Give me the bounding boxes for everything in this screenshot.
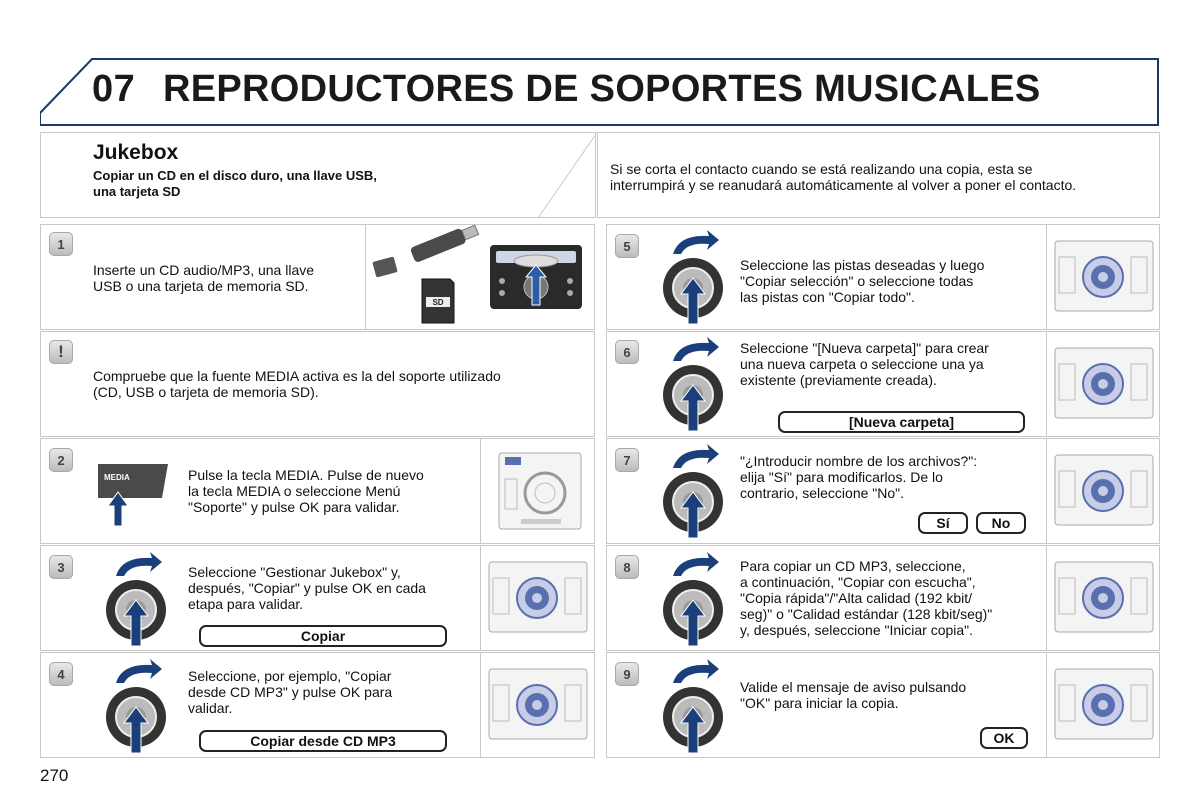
step-2-text: Pulse la tecla MEDIA. Pulse de nuevo la tecla MEDIA o seleccione Menú "Soporte" y pulse OK para validar. xyxy=(188,467,424,515)
step-7-knob-icon xyxy=(657,438,727,547)
step-4-knob-icon xyxy=(100,653,170,762)
nueva-carpeta-button[interactable]: [Nueva carpeta] xyxy=(778,411,1025,433)
section-subheading: Copiar un CD en el disco duro, una llave USB, una tarjeta SD xyxy=(93,168,377,199)
page-title: REPRODUCTORES DE SOPORTES MUSICALES xyxy=(163,68,1041,110)
step-8-badge: 8 xyxy=(615,555,639,579)
step-6-knob-icon xyxy=(657,331,727,440)
step-7-panel-image xyxy=(1046,439,1160,543)
step-6-badge: 6 xyxy=(615,340,639,364)
media-key-label: MEDIA xyxy=(104,473,130,482)
si-button[interactable]: Sí xyxy=(918,512,968,534)
page-number: 270 xyxy=(40,766,69,785)
step-6-text: Seleccione "[Nueva carpeta]" para crear una nueva carpeta o seleccione una ya existente (previamente creada). xyxy=(740,340,989,388)
section-heading: Jukebox xyxy=(93,141,179,164)
step-5-text: Seleccione las pistas deseadas y luego "Copiar selección" o seleccione todas las pistas con "Copiar todo". xyxy=(740,257,985,305)
warning-text: Compruebe que la fuente MEDIA activa es la del soporte utilizado (CD, USB o tarjeta de memoria SD). xyxy=(93,368,501,400)
sd-card-icon xyxy=(422,279,454,323)
step-4-panel-image xyxy=(480,653,595,757)
chapter-number: 07 xyxy=(92,68,136,110)
step-7-badge: 7 xyxy=(615,448,639,472)
copiar-desde-cd-mp3-button[interactable]: Copiar desde CD MP3 xyxy=(199,730,447,752)
ok-button[interactable]: OK xyxy=(980,727,1028,749)
step-4-badge: 4 xyxy=(49,662,73,686)
step-3-badge: 3 xyxy=(49,555,73,579)
no-button[interactable]: No xyxy=(976,512,1026,534)
copiar-button[interactable]: Copiar xyxy=(199,625,447,647)
warning-badge: ! xyxy=(49,340,73,364)
step-4-text: Seleccione, por ejemplo, "Copiar desde CD MP3" y pulse OK para validar. xyxy=(188,668,393,716)
step-1-badge: 1 xyxy=(49,232,73,256)
media-key-icon xyxy=(94,460,174,530)
step-5-panel-image xyxy=(1046,225,1160,329)
step-7-text: "¿Introducir nombre de los archivos?": elija "Sí" para modificarlos. De lo contrario, seleccione "No". xyxy=(740,453,978,501)
step-5-badge: 5 xyxy=(615,234,639,258)
step-1-text: Inserte un CD audio/MP3, una llave USB o una tarjeta de memoria SD. xyxy=(93,262,315,294)
step-8-panel-image xyxy=(1046,546,1160,650)
step-2-panel-image xyxy=(480,439,595,543)
step-9-panel-image xyxy=(1046,653,1160,757)
step-6-panel-image xyxy=(1046,332,1160,436)
step-9-badge: 9 xyxy=(615,662,639,686)
step-9-knob-icon xyxy=(657,653,727,762)
step-1-media-image xyxy=(365,225,595,329)
power-cut-note: Si se corta el contacto cuando se está realizando una copia, esta se interrumpirá y se reanudará automáticamente al volver a poner el contacto. xyxy=(610,161,1077,193)
step-8-text: Para copiar un CD MP3, seleccione, a continuación, "Copiar con escucha", "Copia rápida"/"Alta calidad (192 kbit/ seg)" o "Calidad estándar (128 kbit/seg)" y, después, seleccione "Iniciar copia". xyxy=(740,558,993,638)
svg-text:SD: SD xyxy=(432,298,444,307)
step-3-text: Seleccione "Gestionar Jukebox" y, después, "Copiar" y pulse OK en cada etapa para validar. xyxy=(188,564,426,612)
intro-corner xyxy=(520,130,600,220)
step-3-knob-icon xyxy=(100,546,170,655)
step-2-badge: 2 xyxy=(49,448,73,472)
step-9-text: Valide el mensaje de aviso pulsando "OK" para iniciar la copia. xyxy=(740,679,967,711)
step-8-knob-icon xyxy=(657,546,727,655)
step-5-knob-icon xyxy=(657,224,727,333)
step-3-panel-image xyxy=(480,546,595,650)
